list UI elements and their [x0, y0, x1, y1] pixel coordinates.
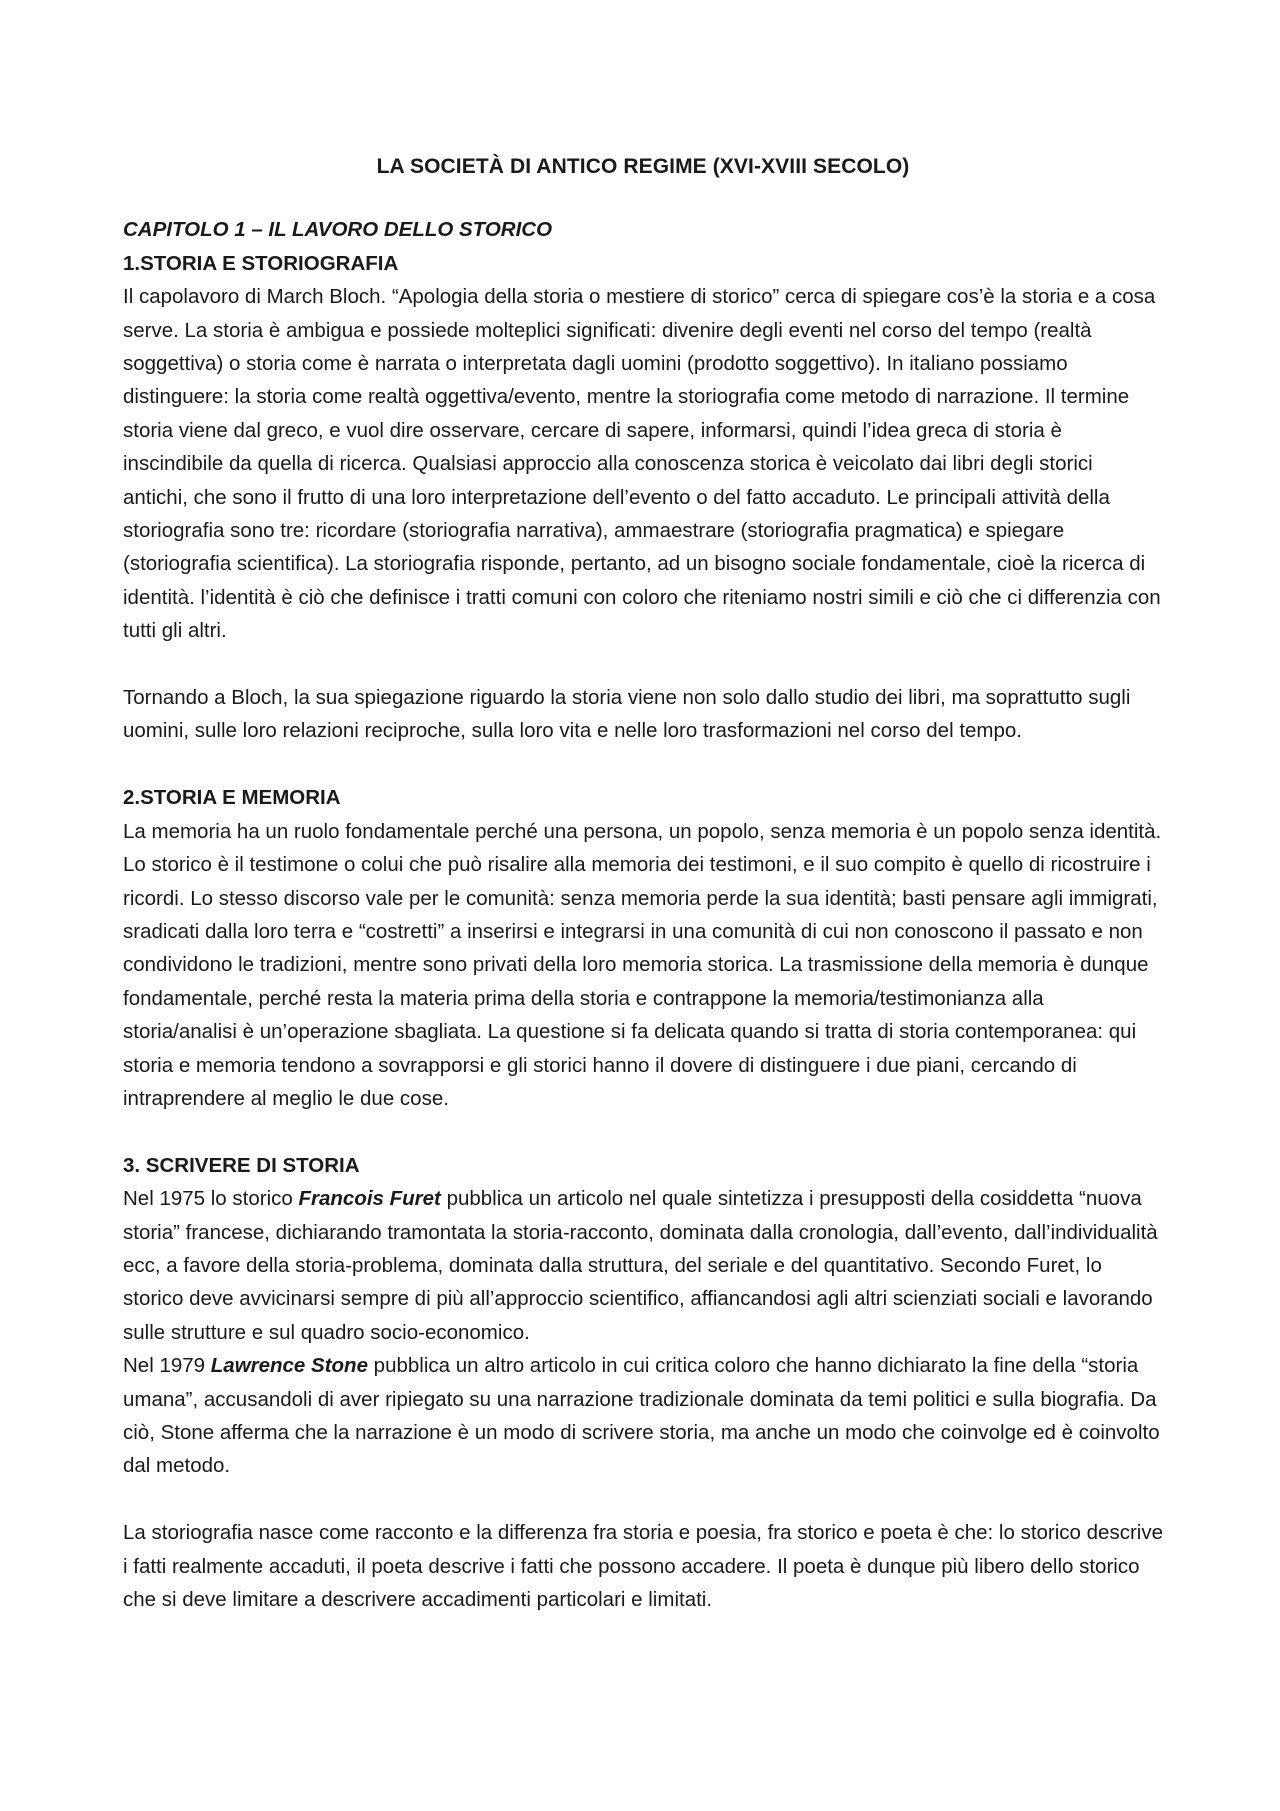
document-title: LA SOCIETÀ DI ANTICO REGIME (XVI-XVIII SECOLO) [376, 155, 910, 178]
paragraph-stone [123, 1349, 1163, 1483]
paragraph-spacer [123, 648, 1163, 681]
section-heading-storia-memoria: 2.STORIA E MEMORIA [123, 786, 341, 810]
chapter-title: CAPITOLO 1 – IL LAVORO DELLO STORICO [123, 218, 553, 242]
paragraph-furet-body: pubblica un articolo nel quale sintetizza i presupposti della cosiddetta “nuova storia” francese, dichiarando tramontata la storia-racconto, dominata dalla cronologia, dall’evento, dall’individualità ecc, a favore della storia-problema, dominata dalla struttura, del seriale e del quantitativo. Secondo Furet, lo storico deve avvicinarsi sempre di più all’approccio scientifico, affiancandosi agli altri scienziati sociali e lavorando sulle strutture e sul quadro socio-economico. [123, 1187, 1158, 1344]
document-page [123, 150, 1163, 1616]
author-name-stone: Lawrence Stone [210, 1354, 368, 1378]
paragraph-storiografia-racconto: La storiografia nasce come racconto e la differenza fra storia e poesia, fra storico e poeta è che: lo storico descrive i fatti realmente accaduti, il poeta descrive i fatti che possono accadere. Il poeta è dunque più libero dello storico che si deve limitare a descrivere accadimenti particolari e limitati. [123, 1521, 1163, 1611]
paragraph-stone-body: pubblica un altro articolo in cui critica coloro che hanno dichiarato la fine della “storia umana”, accusandoli di aver ripiegato su una narrazione tradizionale dominata da temi politici e sulla biografia. Da ciò, Stone afferma che la narrazione è un modo di scrivere storia, ma anche un modo che coinvolge ed è coinvolto dal metodo. [123, 1354, 1160, 1478]
paragraph-furet-intro: Nel 1975 lo storico [123, 1187, 299, 1211]
paragraph-bloch-apologia: Il capolavoro di March Bloch. “Apologia della storia o mestiere di storico” cerca di spiegare cos’è la storia e a cosa serve. La storia è ambigua e possiede molteplici significati: divenire degli eventi nel corso del tempo (realtà soggettiva) o storia come è narrata o interpretata dagli uomini (prodotto soggettivo). In italiano possiamo distinguere: la storia come realtà oggettiva/evento, mentre la storiografia come metodo di narrazione. Il termine storia viene dal greco, e vuol dire osservare, cercare di sapere, informarsi, quindi l’idea greca di storia è inscindibile da quella di ricerca. Qualsiasi approccio alla conoscenza storica è veicolato dai libri degli storici antichi, che sono il frutto di una loro interpretazione dell’evento o del fatto accaduto. Le principali attività della storiografia sono tre: ricordare (storiografia narrativa), ammaestrare (storiografia pragmatica) e spiegare (storiografia scientifica). La storiografia risponde, pertanto, ad un bisogno sociale fondamentale, cioè la ricerca di identità. l’identità è ciò che definisce i tratti comuni con coloro che riteniamo nostri simili e ciò che ci differenzia con tutti gli altri. [123, 285, 1161, 643]
section-heading-scrivere-di-storia: 3. SCRIVERE DI STORIA [123, 1153, 360, 1177]
paragraph-tornando-a-bloch: Tornando a Bloch, la sua spiegazione riguardo la storia viene non solo dallo studio dei libri, ma soprattutto sugli uomini, sulle loro relazioni reciproche, sulla loro vita e nelle loro trasformazioni nel corso del tempo. [123, 686, 1131, 743]
paragraph-spacer [123, 1115, 1163, 1148]
paragraph-spacer [123, 748, 1163, 781]
paragraph-spacer [123, 1483, 1163, 1516]
paragraph-memoria: La memoria ha un ruolo fondamentale perché una persona, un popolo, senza memoria è un popolo senza identità. Lo storico è il testimone o colui che può risalire alla memoria dei testimoni, e il suo compito è quello di ricostruire i ricordi. Lo stesso discorso vale per le comunità: senza memoria perde la sua identità; basti pensare agli immigrati, sradicati dalla loro terra e “costretti” a inserirsi e integrarsi in una comunità di cui non conoscono il passato e non condividono le tradizioni, mentre sono privati della loro memoria storica. La trasmissione della memoria è dunque fondamentale, perché resta la materia prima della storia e contrappone la memoria/testimonianza alla storia/analisi è un’operazione sbagliata. La questione si fa delicata quando si tratta di storia contemporanea: qui storia e memoria tendono a sovrapporsi e gli storici hanno il dovere di distinguere i due piani, cercando di intraprendere al meglio le due cose. [123, 819, 1162, 1110]
paragraph-furet [123, 1182, 1163, 1349]
paragraph-stone-intro: Nel 1979 [123, 1354, 211, 1378]
author-name-furet: Francois Furet [298, 1187, 441, 1211]
section-heading-storia-storiografia: 1.STORIA E STORIOGRAFIA [123, 251, 399, 275]
